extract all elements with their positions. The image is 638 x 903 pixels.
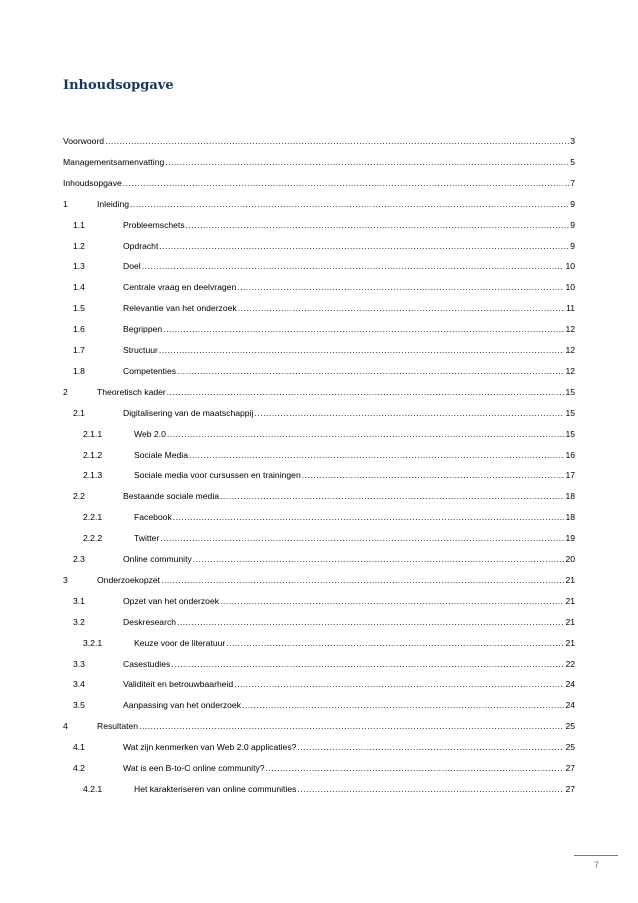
toc-entry[interactable]: [63, 406, 575, 420]
toc-entry[interactable]: [63, 259, 575, 273]
toc-leader-dots: [220, 594, 564, 608]
toc-entry-number: 1.4: [73, 282, 85, 293]
toc-leader-dots: [159, 343, 565, 357]
toc-entry-page: 27: [565, 783, 575, 794]
toc-entry-page: 9: [570, 198, 575, 209]
toc-entry[interactable]: [63, 197, 575, 211]
toc-entry-title: Begrippen: [123, 324, 163, 335]
toc-entry-title: Managementsamenvatting: [63, 156, 165, 167]
toc-entry[interactable]: [63, 343, 575, 357]
toc-entry-number: 3.2.1: [83, 637, 103, 648]
toc-entry-number: 3.3: [73, 658, 85, 669]
toc-entry[interactable]: [63, 594, 575, 608]
toc-entry-number: 4.1: [73, 742, 85, 753]
toc-entry-number: 1.8: [73, 365, 85, 376]
toc-entry-page: 15: [565, 428, 575, 439]
toc-entry-title: Theoretisch kader: [97, 386, 166, 397]
toc-entry-page: 21: [565, 595, 575, 606]
toc-leader-dots: [173, 510, 565, 524]
toc-entry[interactable]: [63, 280, 575, 294]
toc-leader-dots: [238, 301, 565, 315]
toc-entry[interactable]: [63, 719, 575, 733]
toc-leader-dots: [237, 280, 564, 294]
toc-entry-title: Keuze voor de literatuur: [134, 637, 226, 648]
toc-leader-dots: [161, 573, 564, 587]
toc-entry-number: 2.3: [73, 554, 85, 564]
toc-leader-dots: [171, 657, 564, 671]
toc-entry[interactable]: [63, 176, 575, 190]
toc-entry-number: 1.6: [73, 324, 85, 335]
toc-entry-number: 2.1.2: [83, 449, 103, 460]
toc-leader-dots: [142, 259, 565, 273]
toc-entry-number: 2.2.2: [83, 533, 103, 544]
toc-entry-title: Voorwoord: [63, 136, 105, 146]
toc-entry[interactable]: [63, 657, 575, 671]
toc-entry-number: 1.2: [73, 240, 85, 251]
toc-entry-title: Resultaten: [97, 721, 139, 732]
toc-entry-title: Opdracht: [123, 240, 159, 251]
toc-entry-number: 3.4: [73, 679, 85, 690]
toc-entry-page: 27: [565, 763, 575, 773]
toc-entry[interactable]: [63, 468, 575, 482]
toc-entry[interactable]: [63, 385, 575, 399]
toc-entry-number: 2.1: [73, 407, 85, 418]
toc-leader-dots: [266, 761, 565, 775]
toc-entry-page: 12: [565, 345, 575, 355]
toc-leader-dots: [302, 468, 565, 482]
toc-entry-page: 25: [565, 742, 575, 753]
toc-entry-title: Onderzoekopzet: [97, 574, 161, 585]
toc-entry[interactable]: [63, 573, 575, 587]
footer-divider: [574, 855, 618, 856]
toc-leader-dots: [167, 427, 565, 441]
toc-entry[interactable]: [63, 134, 575, 148]
toc-entry-number: 1.5: [73, 303, 85, 314]
toc-entry-page: 25: [565, 721, 575, 732]
toc-entry[interactable]: [63, 636, 575, 650]
toc-entry-title: Validiteit en betrouwbaarheid: [123, 679, 234, 690]
toc-entry-title: Het karakteriseren van online communities: [134, 783, 297, 794]
toc-entry-title: Inleiding: [97, 198, 130, 209]
toc-entry-title: Inhoudsopgave: [63, 177, 122, 188]
toc-leader-dots: [186, 218, 570, 232]
toc-entry-number: 2.1.1: [83, 428, 103, 439]
toc-leader-dots: [177, 615, 564, 629]
toc-entry-page: 19: [565, 533, 575, 544]
toc-entry-page: 16: [565, 449, 575, 460]
toc-entry-number: 3: [63, 574, 68, 585]
toc-leader-dots: [220, 489, 564, 503]
toc-leader-dots: [139, 719, 564, 733]
toc-entry-title: Structuur: [123, 345, 158, 355]
toc-entry[interactable]: [63, 531, 575, 545]
page-title: Inhoudsopgave: [63, 78, 174, 93]
toc-entry[interactable]: [63, 782, 575, 796]
toc-entry-page: 21: [565, 574, 575, 585]
toc-entry[interactable]: [63, 615, 575, 629]
toc-entry-page: 5: [570, 156, 575, 167]
toc-entry[interactable]: [63, 239, 575, 253]
toc-leader-dots: [130, 197, 569, 211]
toc-entry-number: 2: [63, 386, 68, 397]
toc-entry-page: 9: [570, 219, 575, 230]
toc-entry-number: 3.1: [73, 595, 85, 606]
toc-entry-number: 2.2.1: [83, 512, 103, 523]
toc-entry-number: 1.7: [73, 345, 85, 355]
toc-entry-page: 12: [565, 324, 575, 335]
toc-entry-number: 4: [63, 721, 68, 732]
toc-entry[interactable]: [63, 155, 575, 169]
toc-entry-number: 3.5: [73, 700, 85, 711]
toc-entry-page: 11: [566, 303, 575, 314]
toc-leader-dots: [297, 782, 564, 796]
toc-entry-title: Competenties: [123, 365, 177, 376]
toc-entry-number: 1.1: [73, 219, 85, 230]
toc-entry-page: 17: [565, 470, 575, 481]
toc-entry-number: 3.2: [73, 616, 85, 627]
toc-entry-title: Aanpassing van het onderzoek: [123, 700, 242, 711]
toc-entry-title: Facebook: [134, 512, 172, 523]
toc-leader-dots: [105, 134, 569, 148]
toc-leader-dots: [242, 698, 564, 712]
toc-entry-title: Probleemschets: [123, 219, 185, 230]
toc-entry-page: 18: [565, 491, 575, 502]
toc-entry[interactable]: [63, 698, 575, 712]
toc-entry-page: 12: [565, 365, 575, 376]
toc-entry[interactable]: [63, 322, 575, 336]
toc-entry-page: 15: [565, 407, 575, 418]
toc-entry[interactable]: [63, 552, 575, 566]
toc-entry-page: 21: [565, 616, 575, 627]
toc-entry-title: Sociale media voor cursussen en trainingen: [134, 470, 301, 481]
toc-entry[interactable]: [63, 301, 575, 315]
toc-entry[interactable]: [63, 448, 575, 462]
toc-entry[interactable]: [63, 761, 575, 775]
toc-leader-dots: [234, 677, 564, 691]
toc-entry-number: 2.2: [73, 491, 85, 502]
toc-entry[interactable]: [63, 218, 575, 232]
toc-entry-title: Relevantie van het onderzoek: [123, 303, 237, 314]
toc-leader-dots: [226, 636, 564, 650]
toc-entry-title: Doel: [123, 261, 141, 272]
toc-leader-dots: [123, 176, 569, 190]
toc-leader-dots: [193, 552, 565, 566]
toc-entry-title: Centrale vraag en deelvragen: [123, 282, 237, 293]
toc-leader-dots: [254, 406, 564, 420]
toc-entry-page: 22: [565, 658, 575, 669]
toc-entry[interactable]: [63, 427, 575, 441]
toc-entry-title: Sociale Media: [134, 449, 188, 460]
toc-entry-page: 9: [570, 240, 575, 251]
toc-entry-title: Wat zijn kenmerken van Web 2.0 applicaties?: [123, 742, 297, 753]
toc-entry-page: 3: [570, 136, 575, 146]
toc-entry-title: Twitter: [134, 533, 160, 544]
toc-leader-dots: [165, 155, 569, 169]
toc-entry-title: Opzet van het onderzoek: [123, 595, 220, 606]
toc-leader-dots: [160, 531, 564, 545]
toc-entry-page: 18: [565, 512, 575, 523]
toc-entry-title: Web 2.0: [134, 428, 166, 439]
toc-leader-dots: [167, 385, 565, 399]
toc-entry-page: 7: [570, 177, 575, 188]
toc-entry-number: 4.2.1: [83, 783, 103, 794]
toc-entry-page: 15: [565, 386, 575, 397]
toc-entry-title: Online community: [123, 554, 192, 564]
toc-entry-number: 2.1.3: [83, 470, 103, 481]
toc-entry-page: 10: [565, 261, 575, 272]
toc-entry[interactable]: [63, 364, 575, 378]
toc-entry-title: Wat is een B-to-C online community?: [123, 763, 265, 773]
toc-leader-dots: [177, 364, 564, 378]
toc-entry-title: Bestaande sociale media: [123, 491, 220, 502]
toc-entry[interactable]: [63, 489, 575, 503]
toc-entry-page: 24: [565, 700, 575, 711]
toc-entry-page: 20: [565, 554, 575, 564]
toc-entry-title: Deskresearch: [123, 616, 177, 627]
toc-leader-dots: [189, 448, 564, 462]
toc-entry-page: 24: [565, 679, 575, 690]
toc-entry-number: 4.2: [73, 763, 85, 773]
toc-entry-title: Digitalisering van de maatschappij: [123, 407, 254, 418]
toc-entry-page: 21: [565, 637, 575, 648]
toc-leader-dots: [297, 740, 564, 754]
toc-leader-dots: [159, 239, 569, 253]
toc-entry-title: Casestudies: [123, 658, 171, 669]
footer-page-number: 7: [594, 860, 600, 870]
toc-entry[interactable]: [63, 510, 575, 524]
toc-leader-dots: [163, 322, 564, 336]
toc-entry[interactable]: [63, 677, 575, 691]
toc-entry-number: 1: [63, 198, 68, 209]
toc-entry-number: 1.3: [73, 261, 85, 272]
toc-entry[interactable]: [63, 740, 575, 754]
toc-entry-page: 10: [565, 282, 575, 293]
